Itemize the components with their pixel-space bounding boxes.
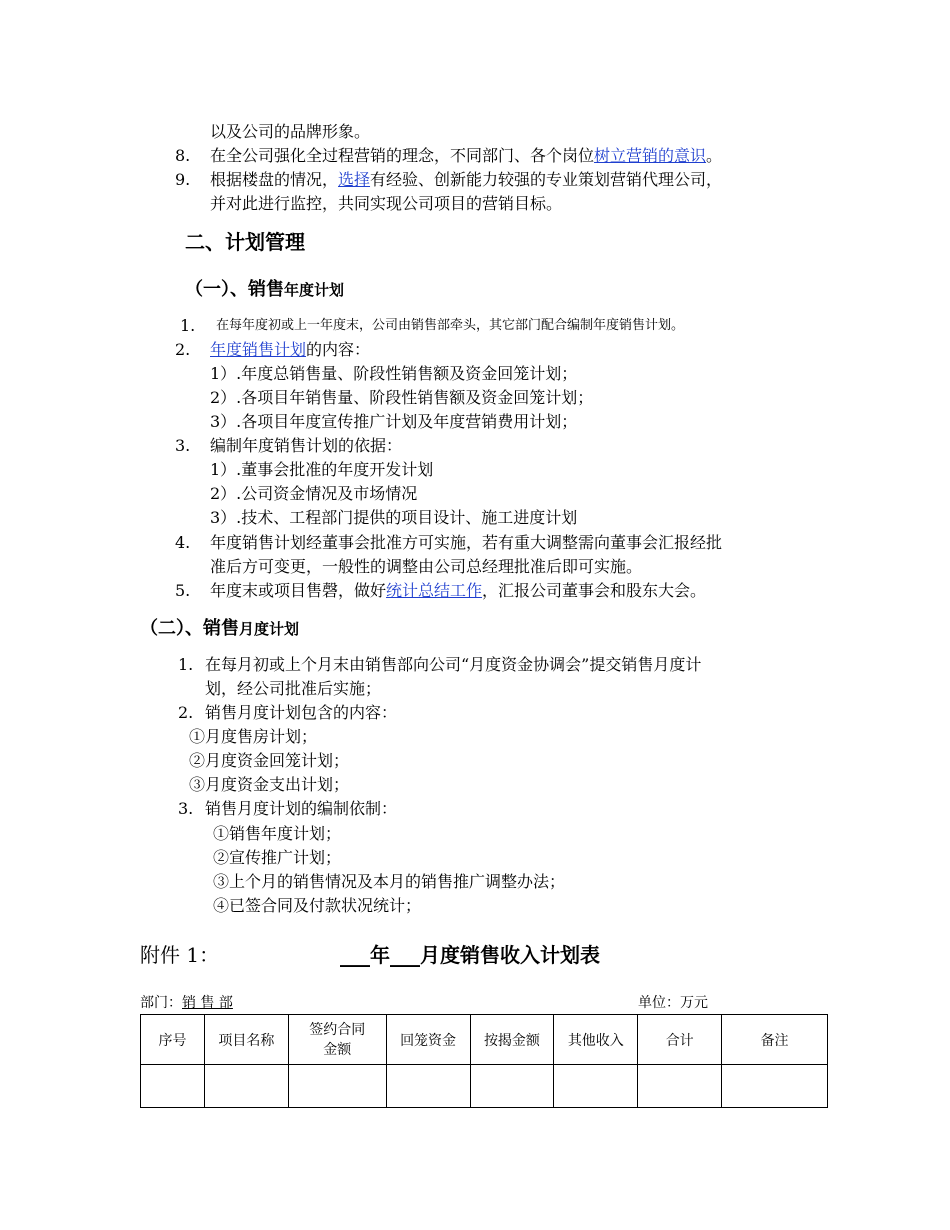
table-cell[interactable] (204, 1065, 288, 1108)
title-suffix: 月度计划 (239, 620, 300, 638)
text: 在全公司强化全过程营销的理念，不同部门、各个岗位 (210, 146, 595, 165)
header-cell-mortgage-amount: 按揭金额 (470, 1015, 554, 1065)
monthly-item-3-sub-2: ②宣传推广计划； (213, 848, 342, 867)
monthly-item-2-sub-1: ①月度售房计划； (189, 727, 318, 746)
text: 年度末或项目售磬，做好 (210, 581, 387, 600)
list-number-3: 3. (178, 799, 194, 818)
table-cell[interactable] (386, 1065, 470, 1108)
table-header-row (141, 1015, 828, 1065)
header-cell-remarks: 备注 (722, 1015, 828, 1065)
title-main: （一）、销售 (185, 279, 284, 300)
link-statistics-summary[interactable]: 统计总结工作 (386, 581, 483, 600)
attachment-title (340, 941, 600, 969)
title-suffix: 年度计划 (284, 281, 345, 299)
monthly-item-1-line2: 划，经公司批准后实施； (205, 679, 382, 698)
department-line (140, 992, 233, 1014)
list-number-5: 5. (175, 581, 191, 600)
list-item-9-line2: 并对此进行监控，共同实现公司项目的营销目标。 (210, 194, 563, 213)
list-number-8: 8. (175, 146, 191, 165)
link-select[interactable]: 选择 (338, 170, 371, 189)
subsection-title-annual-plan (185, 277, 344, 303)
header-cell-project-name: 项目名称 (204, 1015, 288, 1065)
annual-item-4-line2: 准后方可变更，一般性的调整由公司总经理批准后即可实施。 (210, 557, 643, 576)
table-cell[interactable] (141, 1065, 205, 1108)
monthly-item-3-sub-1: ①销售年度计划； (213, 824, 342, 843)
sales-income-plan-table (140, 1014, 828, 1108)
title-rest: 月度销售收入计划表 (420, 943, 600, 967)
monthly-item-2-sub-3: ③月度资金支出计划； (189, 775, 350, 794)
table-cell[interactable] (470, 1065, 554, 1108)
department-value: 销 售 部 (182, 995, 233, 1011)
header-cell-contract-amount (288, 1015, 386, 1065)
monthly-item-2: 销售月度计划包含的内容： (205, 703, 398, 722)
list-number-1: 1. (178, 655, 194, 674)
subsection-title-monthly-plan (140, 616, 299, 642)
list-number-2: 2. (178, 703, 194, 722)
text: 。 (706, 146, 723, 165)
month-blank: ___ (390, 943, 420, 967)
link-marketing-awareness[interactable]: 树立营销的意识 (594, 146, 707, 165)
annual-item-2-sub-1: 1）.年度总销售量、阶段性销售额及资金回笼计划； (210, 364, 578, 383)
annual-item-2-sub-3: 3）.各项目年度宣传推广计划及年度营销费用计划； (210, 412, 578, 431)
list-item-7-continuation: 以及公司的品牌形象。 (210, 122, 371, 141)
table-row (141, 1065, 828, 1108)
list-item-9 (210, 168, 722, 192)
header-line-2: 金额 (323, 1041, 352, 1058)
list-number-1: 1. (180, 316, 196, 335)
department-label: 部门： (140, 995, 182, 1011)
annual-item-1: 在每年度初或上一年度末，公司由销售部牵头，其它部门配合编制年度销售计划。 (216, 318, 685, 333)
header-line-1: 签约合同 (309, 1021, 366, 1038)
monthly-item-3: 销售月度计划的编制依制： (205, 799, 398, 818)
annual-item-3: 编制年度销售计划的依据： (210, 436, 403, 455)
annual-item-3-sub-2: 2）.公司资金情况及市场情况 (210, 484, 418, 503)
monthly-item-2-sub-2: ②月度资金回笼计划； (189, 751, 350, 770)
annual-item-5 (210, 579, 706, 603)
text: 根据楼盘的情况， (210, 170, 339, 189)
annual-item-4: 年度销售计划经董事会批准方可实施，若有重大调整需向董事会汇报经批 (210, 533, 723, 552)
title-main: （二）、销售 (140, 618, 239, 639)
link-annual-sales-plan[interactable]: 年度销售计划 (210, 340, 307, 359)
table-cell[interactable] (288, 1065, 386, 1108)
list-number-9: 9. (175, 170, 191, 189)
year-label: 年 (370, 943, 390, 967)
annual-item-2 (210, 338, 370, 362)
list-item-8 (210, 144, 722, 168)
header-cell-collected-funds: 回笼资金 (386, 1015, 470, 1065)
year-blank: ___ (340, 943, 370, 967)
header-cell-total: 合计 (638, 1015, 722, 1065)
text: 有经验、创新能力较强的专业策划营销代理公司， (370, 170, 723, 189)
attachment-label: 附件 1： (140, 943, 220, 967)
section-title-plan-management: 二、计划管理 (185, 230, 305, 254)
annual-item-3-sub-1: 1）.董事会批准的年度开发计划 (210, 460, 434, 479)
monthly-item-3-sub-4: ④已签合同及付款状况统计； (213, 896, 422, 915)
text: 的内容： (306, 340, 371, 359)
table-cell[interactable] (554, 1065, 638, 1108)
monthly-item-1: 在每月初或上个月末由销售部向公司“月度资金协调会”提交销售月度计 (205, 655, 702, 674)
annual-item-2-sub-2: 2）.各项目年销售量、阶段性销售额及资金回笼计划； (210, 388, 594, 407)
header-cell-number: 序号 (141, 1015, 205, 1065)
table-cell[interactable] (638, 1065, 722, 1108)
header-cell-other-income: 其他收入 (554, 1015, 638, 1065)
table-cell[interactable] (722, 1065, 828, 1108)
list-number-2: 2. (175, 340, 191, 359)
list-number-3: 3. (175, 436, 191, 455)
list-number-4: 4. (175, 533, 191, 552)
text: ，汇报公司董事会和股东大会。 (482, 581, 707, 600)
annual-item-3-sub-3: 3）.技术、工程部门提供的项目设计、施工进度计划 (210, 508, 578, 527)
monthly-item-3-sub-3: ③上个月的销售情况及本月的销售推广调整办法； (213, 872, 566, 891)
unit-label: 单位：万元 (638, 995, 708, 1011)
